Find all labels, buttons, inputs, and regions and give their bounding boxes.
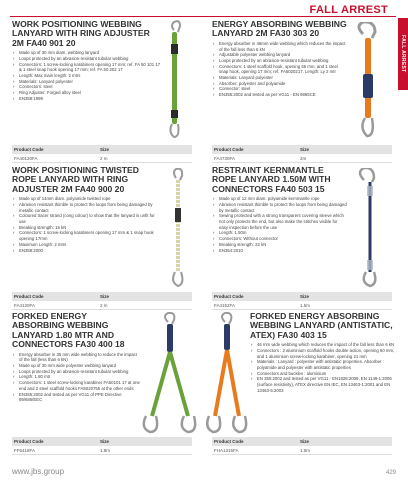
feature-item: › Connectors: Without connector bbox=[212, 236, 347, 242]
feature-item: › Maximum Length: 2 mtrs bbox=[12, 242, 157, 248]
feature-item: › Connectors: steel bbox=[12, 84, 162, 90]
feature-item: › Made up of 30 mm wide polyester webbing lanyard bbox=[12, 363, 140, 369]
product-block bbox=[12, 20, 162, 102]
product-code: FF6418FA bbox=[14, 447, 36, 453]
column-header: Product Code bbox=[214, 439, 244, 444]
feature-item: › Ring Adjuster: Forged alloy steel bbox=[12, 90, 162, 96]
feature-list bbox=[212, 41, 347, 98]
product-code: FA40120FA bbox=[14, 155, 38, 161]
product-size: 1.5m bbox=[300, 447, 311, 453]
feature-list bbox=[212, 196, 347, 253]
feature-item: › Made up of 12 mm diam. polyamide kernmantle rope bbox=[212, 196, 347, 202]
product-size: 2 m bbox=[100, 155, 108, 161]
feature-item: › Sewing protected with a strong transparent covering sleeve which not only protects the end, but also make the stitches visible for easy inspection before the use bbox=[212, 213, 347, 230]
kernmantle-rope-lanyard-image bbox=[350, 168, 394, 288]
feature-item: › EN 355:2002 and tested as per VG11 - EN1828:2009, EN 1149-1:2006 (surface resistivity), ATEX directive EN IEC, EN 13463-1:2001 and EN 13463-5:2003 bbox=[250, 376, 400, 393]
table-row bbox=[12, 301, 192, 310]
feature-item: › Breaking strength: 22 kN bbox=[212, 242, 347, 248]
product-code-table bbox=[212, 437, 392, 455]
feature-item: › Adjustable polyester webbing lanyard bbox=[212, 52, 347, 58]
column-header: Product Code bbox=[214, 294, 244, 299]
feature-item: › Connectors : 2 aluminium scaffold hooks double action, opening 60 mm, and 1 aluminium screw-locking karabiner, opening 21 mm bbox=[250, 348, 400, 359]
feature-item: › Connectors: 1 steel scaffold hook, opening 55 mm, and 1 steel snap hook, opening 17 mm; ref. FA5020217. Length: Ly 2 mtr bbox=[212, 64, 347, 75]
product-title: FORKED ENERGY ABSORBING WEBBING LANYARD (ANTISTATIC, ATEX) FA30 403 15 bbox=[250, 311, 393, 340]
feature-item: › Length: Max main length: 2 mtrs bbox=[12, 73, 162, 79]
feature-item: › Materials: Lanyard polyester bbox=[12, 79, 162, 85]
feature-item: › Made up of 30 mm diam. webbing lanyard bbox=[12, 50, 162, 56]
table-header bbox=[212, 292, 392, 301]
feature-item: › Connectors: 1 screw-locking karabiners opening 17 mm & 1 snap hook opening 17mm bbox=[12, 230, 157, 241]
column-header: Size bbox=[100, 294, 110, 299]
product-size: 1.5m bbox=[300, 302, 311, 308]
product-block bbox=[12, 312, 140, 403]
feature-item: › EN358:2000 bbox=[12, 248, 157, 254]
feature-item: › Energy absorber in 35 mm wide webbing to reduce the impact of the fall (less than 6 kN) bbox=[12, 352, 140, 363]
product-title: WORK POSITIONING TWISTED ROPE LANYARD WITH RING ADJUSTER 2M FA40 900 20 bbox=[12, 165, 139, 194]
side-tab: FALL ARREST bbox=[398, 18, 408, 90]
product-block bbox=[212, 166, 347, 253]
feature-item: › Breaking strength: 15 kN bbox=[12, 225, 157, 231]
feature-item: › EN358:1999 bbox=[12, 96, 162, 102]
column-header: Product Code bbox=[14, 439, 44, 444]
twisted-rope-lanyard-image bbox=[158, 168, 198, 288]
feature-item: › Abrasion resistant thimble to protect the loops from being damaged by metallic contact bbox=[12, 202, 157, 213]
product-code: FA4152FA bbox=[214, 302, 236, 308]
table-row bbox=[12, 154, 192, 163]
feature-item: › Loops protected by an abrasion-resistant tubular webbing bbox=[12, 56, 162, 62]
table-row bbox=[212, 154, 392, 163]
feature-list bbox=[250, 342, 400, 393]
feature-item: › 46 mm wide webbing which reduces the impact of the fall less than 6 kN bbox=[250, 342, 400, 348]
product-title: WORK POSITIONING WEBBING LANYARD WITH RING ADJUSTER 2M FA40 901 20 bbox=[12, 19, 150, 48]
product-code-table bbox=[212, 145, 392, 163]
feature-item: › EN355:2002 and tested as per VG11 - EN 9865CE bbox=[212, 92, 347, 98]
table-header bbox=[12, 437, 192, 446]
feature-item: › Length: 1.80 mtr bbox=[12, 374, 140, 380]
product-code-table bbox=[12, 292, 192, 310]
feature-item: › Connectors and buckles : aluminium bbox=[250, 371, 400, 377]
column-header: Product Code bbox=[214, 147, 244, 152]
forked-lanyard-image bbox=[138, 312, 202, 436]
feature-list bbox=[12, 50, 162, 101]
forked-antistatic-lanyard-image bbox=[205, 312, 251, 436]
footer-url[interactable]: www.jbs.group bbox=[12, 467, 65, 476]
column-header: Size bbox=[300, 294, 310, 299]
table-header bbox=[212, 437, 392, 446]
column-header: Size bbox=[300, 147, 310, 152]
table-header bbox=[12, 145, 192, 154]
product-code-table bbox=[12, 437, 192, 455]
feature-list bbox=[12, 352, 140, 403]
product-code-table bbox=[12, 145, 192, 163]
product-size: 1.8m bbox=[100, 447, 111, 453]
table-header bbox=[212, 145, 392, 154]
feature-item: › Made up of 14mm diam. polyamide twisted rope bbox=[12, 196, 157, 202]
header-rule bbox=[10, 16, 396, 17]
feature-item: › Connector: steel bbox=[212, 86, 347, 92]
energy-absorber-lanyard-image bbox=[345, 22, 395, 142]
feature-item: › Absorber: polyester and polyamide bbox=[212, 81, 347, 87]
feature-item: › Loops protected by an abrasion-resistant tubular webbing bbox=[12, 369, 140, 375]
feature-item: › Connectors: 1 screw-locking karabiners opening 17 mm; ref. FA 50 101 17 & 1 steel snap hook opening 17 mm; ref. FA 50 202 17 bbox=[12, 62, 162, 73]
product-size: 2 m bbox=[100, 302, 108, 308]
feature-item: › Materials: Lanyard polyester bbox=[212, 75, 347, 81]
product-block bbox=[250, 312, 400, 394]
feature-item: › Energy absorber in 46mm wide webbing which reduces the impact of the fall less than 6 kN bbox=[212, 41, 347, 52]
table-row bbox=[212, 301, 392, 310]
product-size: 2m bbox=[300, 155, 307, 161]
feature-item: › Abrasion resistant thimble to protect the loops from being damaged by metallic contact bbox=[212, 202, 347, 213]
column-header: Product Code bbox=[14, 294, 44, 299]
product-code: FA4120FA bbox=[14, 302, 36, 308]
table-header bbox=[12, 292, 192, 301]
table-row bbox=[212, 446, 392, 455]
feature-item: › Length: 1.50m bbox=[212, 230, 347, 236]
product-code: FHA1315FA bbox=[214, 447, 239, 453]
product-block bbox=[12, 166, 157, 253]
product-title: RESTRAINT KERNMANTLE ROPE LANYARD 1.50M WITH CONNECTORS FA40 503 15 bbox=[212, 165, 331, 194]
section-title: FALL ARREST bbox=[309, 4, 388, 16]
table-row bbox=[12, 446, 192, 455]
product-block bbox=[212, 20, 347, 98]
product-code-table bbox=[212, 292, 392, 310]
feature-item: › EN355:2002 and tested as per VG11 of PPE Directive 89/686/EEC bbox=[12, 392, 140, 403]
product-title: ENERGY ABSORBING WEBBING LANYARD 2M FA30 303 20 bbox=[212, 19, 347, 39]
feature-item: › EN354:2010 bbox=[212, 248, 347, 254]
product-title: FORKED ENERGY ABSORBING WEBBING LANYARD 1.80 MTR AND CONNECTORS FA30 400 18 bbox=[12, 311, 125, 350]
page-number: 429 bbox=[385, 470, 396, 476]
lanyard-green-image bbox=[150, 20, 200, 140]
column-header: Product Code bbox=[14, 147, 44, 152]
column-header: Size bbox=[300, 439, 310, 444]
column-header: Size bbox=[100, 147, 110, 152]
feature-item: › Materials : Lanyard : polyester with antistatic properties. Absorber : polyamide and polyester with antistatic properties bbox=[250, 359, 400, 370]
feature-item: › Loops protected by an abrasion-resistant tubular webbing bbox=[212, 58, 347, 64]
column-header: Size bbox=[100, 439, 110, 444]
feature-item: › Connectors: 1 steel screw-locking karabiner FA50101 17 at one end and 2 steel scaffold hooks FA5020755 at the other ends bbox=[12, 380, 140, 391]
product-code: FA4730FA bbox=[214, 155, 236, 161]
feature-item: › Coloured tracer strand (cong colour) to show that the lanyard is unfit for use bbox=[12, 213, 157, 224]
feature-list bbox=[12, 196, 157, 253]
